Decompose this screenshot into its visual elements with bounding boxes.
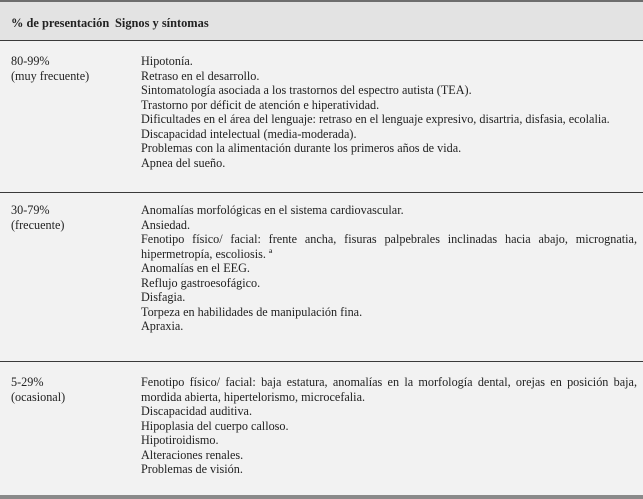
sign-item: Fenotipo físico/ facial: baja estatura, anomalías en la morfología dental, orejas en posición baja, mordida abierta, hipertelorismo, microcefalia. [141, 375, 637, 404]
sign-item: Discapacidad auditiva. [141, 404, 252, 418]
sign-item: Discapacidad intelectual (media-moderada). [141, 126, 357, 141]
percentage-cell [11, 203, 64, 232]
sign-item: Hipotiroidismo. [141, 433, 219, 447]
table-row-group-very-frequent [0, 41, 643, 189]
sign-item: Hipoplasia del cuerpo calloso. [141, 418, 289, 433]
sign-item: Sintomatología asociada a los trastornos del espectro autista (TEA). [141, 83, 472, 97]
signs-cell [141, 203, 637, 334]
header-percentage: % de presentación [11, 16, 110, 30]
header-signs: Signos y síntomas [115, 16, 209, 30]
percentage-range: 80-99% [11, 54, 50, 68]
sign-item: Problemas con la alimentación durante los primeros años de vida. [141, 141, 462, 155]
sign-item: Anomalías en el EEG. [141, 261, 250, 275]
percentage-cell [11, 375, 65, 404]
sign-item: Dificultades en el área del lenguaje: retraso en el lenguaje expresivo, disartria, disfasia, ecolalia. [141, 112, 610, 126]
percentage-range: 30-79% [11, 203, 50, 217]
sign-item: Anomalías morfológicas en el sistema cardiovascular. [141, 203, 404, 217]
sign-item: Apraxia. [141, 319, 184, 333]
signs-cell [141, 54, 637, 170]
sign-item: Torpeza en habilidades de manipulación fina. [141, 304, 363, 319]
sign-item: Apnea del sueño. [141, 155, 226, 170]
sign-item: Problemas de visión. [141, 462, 243, 476]
table-row-group-frequent [0, 193, 643, 351]
sign-item: Reflujo gastroesofágico. [141, 275, 261, 290]
table-row-group-occasional [0, 362, 643, 495]
signs-cell [141, 375, 637, 477]
sign-item: Disfagia. [141, 290, 186, 304]
sign-item: Ansiedad. [141, 217, 191, 232]
percentage-range: 5-29% [11, 375, 44, 389]
sign-item: Alteraciones renales. [141, 447, 244, 462]
percentage-frequency: (muy frecuente) [11, 68, 90, 83]
sign-item: Hipotonía. [141, 54, 193, 68]
sign-item: Retraso en el desarrollo. [141, 68, 260, 83]
percentage-cell [11, 54, 89, 83]
percentage-frequency: (ocasional) [11, 389, 66, 404]
percentage-frequency: (frecuente) [11, 217, 65, 232]
sign-item: Fenotipo físico/ facial: frente ancha, fisuras palpebrales inclinadas hacia abajo, micrognatia, hipermetropía, escoliosis. ª [141, 232, 637, 261]
table-bottom-rule [0, 495, 643, 499]
sign-item: Trastorno por déficit de atención e hiperatividad. [141, 97, 380, 112]
table-header [0, 2, 643, 40]
